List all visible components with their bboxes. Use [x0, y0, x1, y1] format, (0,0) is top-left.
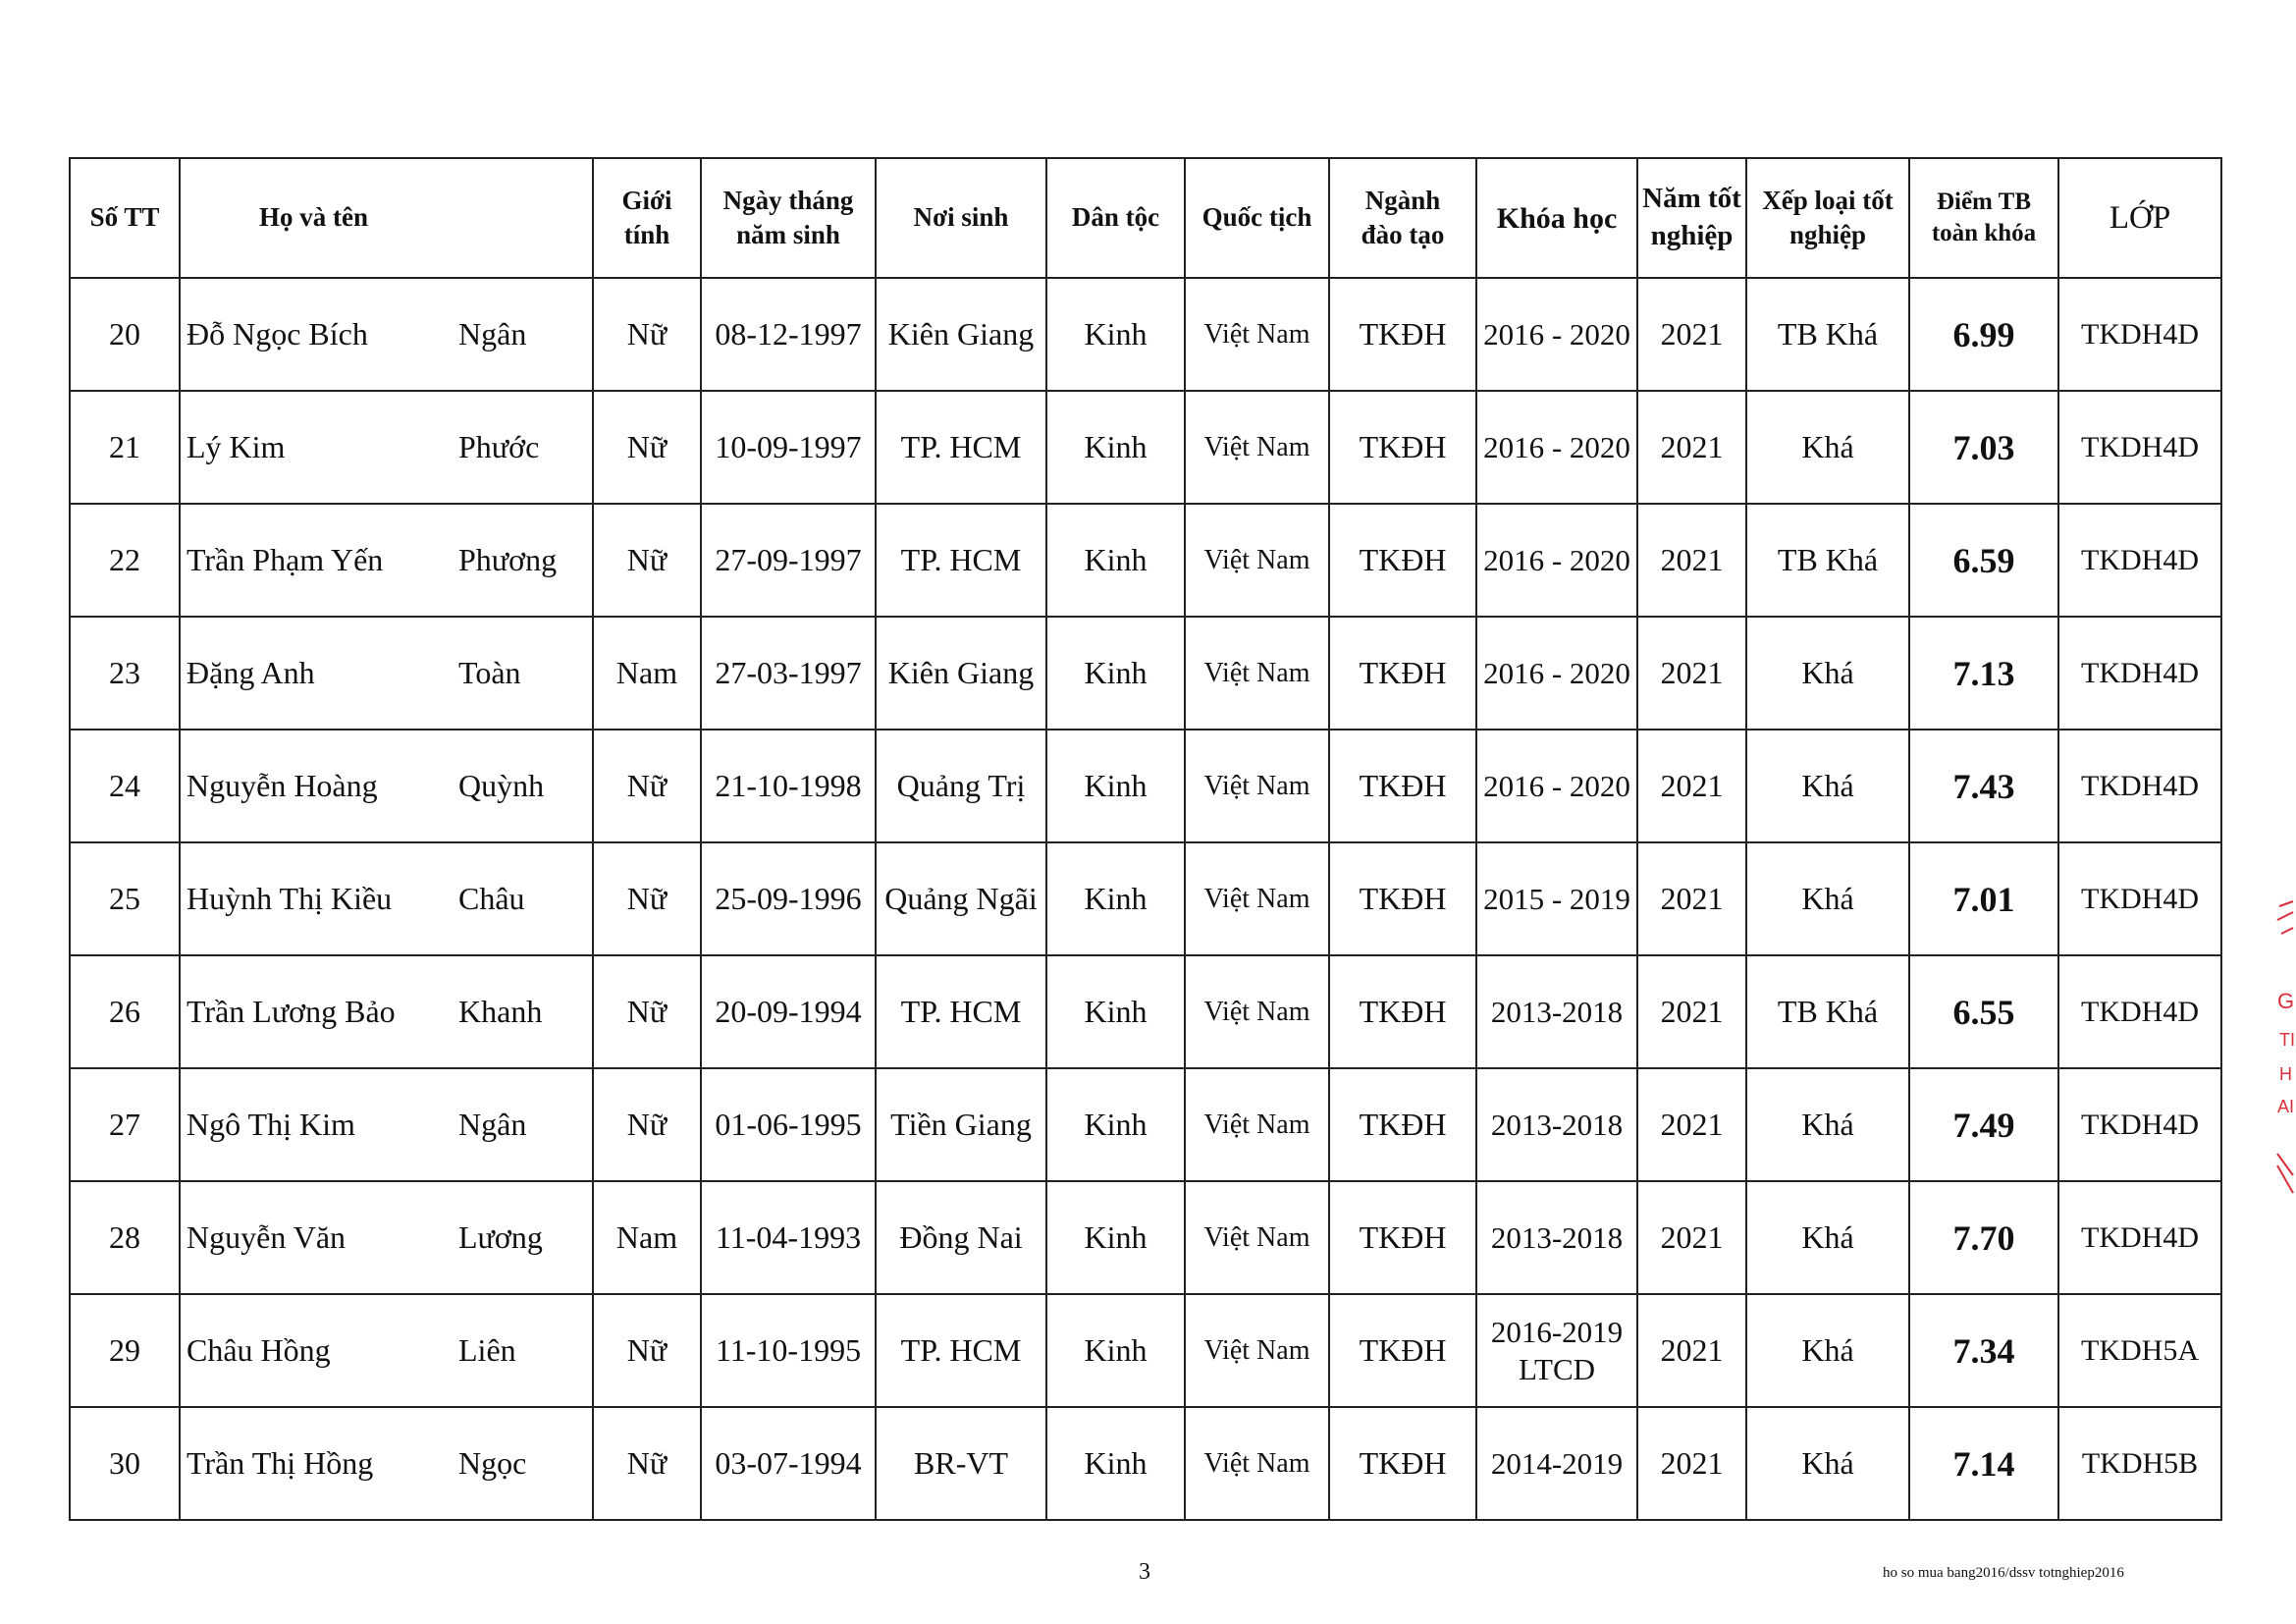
cell-stt: 25: [70, 842, 180, 955]
cell-ho-ten: [180, 730, 593, 842]
cell-nganh: TKĐH: [1329, 1068, 1476, 1181]
header-noi-sinh: Nơi sinh: [876, 158, 1046, 278]
cell-quoc-tich: Việt Nam: [1185, 955, 1329, 1068]
cell-diem-tb: 7.14: [1909, 1407, 2058, 1520]
cell-ten: Lương: [458, 1219, 543, 1255]
cell-ho-dem: Nguyễn Hoàng: [187, 768, 378, 803]
cell-ho-dem: Trần Thị Hồng: [187, 1445, 374, 1481]
cell-noi-sinh: Quảng Ngãi: [876, 842, 1046, 955]
cell-stt: 27: [70, 1068, 180, 1181]
header-row: [70, 158, 2221, 278]
stamp-text-g: G: [2277, 989, 2295, 1013]
cell-noi-sinh: TP. HCM: [876, 1294, 1046, 1407]
cell-lop: TKDH4D: [2058, 730, 2221, 842]
cell-ho-dem: Đặng Anh: [187, 655, 315, 690]
table-row: [70, 1407, 2221, 1520]
cell-khoa-hoc-line1: 2013-2018: [1490, 1219, 1624, 1255]
cell-lop: TKDH4D: [2058, 617, 2221, 730]
cell-ho-ten: [180, 391, 593, 504]
header-gioi-tinh-line2: tính: [623, 220, 670, 249]
cell-lop: TKDH4D: [2058, 1068, 2221, 1181]
cell-khoa-hoc: [1476, 391, 1637, 504]
cell-ho-dem: Trần Lương Bảo: [187, 994, 396, 1029]
cell-noi-sinh: Tiền Giang: [876, 1068, 1046, 1181]
cell-lop: TKDH4D: [2058, 278, 2221, 391]
header-diem-tb-line1: Điểm TB: [1936, 188, 2032, 215]
cell-quoc-tich: Việt Nam: [1185, 617, 1329, 730]
cell-nam-tot-nghiep: 2021: [1637, 617, 1746, 730]
cell-ngay-sinh: 03-07-1994: [701, 1407, 876, 1520]
cell-xep-loai: Khá: [1746, 1068, 1909, 1181]
graduate-list-table: [69, 157, 2222, 1521]
cell-ten: Châu: [458, 881, 525, 916]
cell-nganh: TKĐH: [1329, 955, 1476, 1068]
stamp-stroke-bottom: [2277, 1154, 2293, 1193]
cell-lop: TKDH4D: [2058, 504, 2221, 617]
cell-xep-loai: Khá: [1746, 1407, 1909, 1520]
header-quoc-tich: Quốc tịch: [1185, 158, 1329, 278]
cell-dan-toc: Kinh: [1046, 504, 1185, 617]
cell-nam-tot-nghiep: 2021: [1637, 955, 1746, 1068]
cell-diem-tb: 7.70: [1909, 1181, 2058, 1294]
cell-dan-toc: Kinh: [1046, 955, 1185, 1068]
cell-stt: 22: [70, 504, 180, 617]
cell-ho-ten: [180, 617, 593, 730]
cell-dan-toc: Kinh: [1046, 1068, 1185, 1181]
cell-gioi-tinh: Nữ: [593, 278, 701, 391]
cell-nam-tot-nghiep: 2021: [1637, 1407, 1746, 1520]
cell-khoa-hoc-line1: 2015 - 2019: [1483, 881, 1630, 916]
cell-nam-tot-nghiep: 2021: [1637, 278, 1746, 391]
cell-noi-sinh: BR-VT: [876, 1407, 1046, 1520]
cell-xep-loai: TB Khá: [1746, 955, 1909, 1068]
header-nam-tot-nghiep: [1637, 158, 1746, 278]
table-row: [70, 278, 2221, 391]
header-ho-ten: Họ và tên: [180, 158, 593, 278]
stamp-text-h: H: [2279, 1064, 2292, 1084]
cell-diem-tb: 7.01: [1909, 842, 2058, 955]
stamp-text-ai: AI: [2277, 1097, 2295, 1116]
cell-gioi-tinh: Nam: [593, 1181, 701, 1294]
cell-diem-tb: 7.13: [1909, 617, 2058, 730]
cell-nganh: TKĐH: [1329, 1407, 1476, 1520]
cell-nganh: TKĐH: [1329, 730, 1476, 842]
cell-nganh: TKĐH: [1329, 1294, 1476, 1407]
cell-ngay-sinh: 11-04-1993: [701, 1181, 876, 1294]
cell-gioi-tinh: Nữ: [593, 1068, 701, 1181]
cell-quoc-tich: Việt Nam: [1185, 730, 1329, 842]
cell-gioi-tinh: Nữ: [593, 391, 701, 504]
cell-ten: Ngân: [458, 1107, 527, 1142]
cell-ngay-sinh: 21-10-1998: [701, 730, 876, 842]
cell-ten: Toàn: [458, 655, 521, 690]
table-row: [70, 617, 2221, 730]
cell-khoa-hoc: [1476, 504, 1637, 617]
cell-gioi-tinh: Nữ: [593, 1407, 701, 1520]
cell-diem-tb: 7.03: [1909, 391, 2058, 504]
cell-dan-toc: Kinh: [1046, 1294, 1185, 1407]
cell-noi-sinh: Đồng Nai: [876, 1181, 1046, 1294]
table-row: [70, 1068, 2221, 1181]
cell-quoc-tich: Việt Nam: [1185, 1407, 1329, 1520]
cell-ho-ten: [180, 955, 593, 1068]
cell-ho-ten: [180, 278, 593, 391]
cell-nganh: TKĐH: [1329, 842, 1476, 955]
cell-diem-tb: 6.99: [1909, 278, 2058, 391]
cell-ho-ten: [180, 1407, 593, 1520]
cell-khoa-hoc: [1476, 730, 1637, 842]
cell-khoa-hoc-line1: 2016 - 2020: [1483, 655, 1630, 690]
cell-diem-tb: 6.59: [1909, 504, 2058, 617]
cell-gioi-tinh: Nữ: [593, 1294, 701, 1407]
cell-khoa-hoc: [1476, 842, 1637, 955]
cell-ngay-sinh: 27-03-1997: [701, 617, 876, 730]
cell-noi-sinh: TP. HCM: [876, 504, 1046, 617]
cell-diem-tb: 7.34: [1909, 1294, 2058, 1407]
header-nam-tn-line2: nghiệp: [1650, 220, 1734, 251]
header-ngay-sinh-line2: năm sinh: [736, 220, 840, 249]
cell-khoa-hoc: [1476, 278, 1637, 391]
cell-quoc-tich: Việt Nam: [1185, 1294, 1329, 1407]
cell-dan-toc: Kinh: [1046, 278, 1185, 391]
cell-quoc-tich: Việt Nam: [1185, 1068, 1329, 1181]
cell-quoc-tich: Việt Nam: [1185, 391, 1329, 504]
cell-gioi-tinh: Nữ: [593, 504, 701, 617]
stamp-stroke-top: [2277, 901, 2293, 934]
cell-diem-tb: 6.55: [1909, 955, 2058, 1068]
cell-lop: TKDH4D: [2058, 955, 2221, 1068]
cell-khoa-hoc-line1: 2014-2019: [1490, 1445, 1624, 1481]
header-xep-loai: [1746, 158, 1909, 278]
cell-nganh: TKĐH: [1329, 1181, 1476, 1294]
cell-quoc-tich: Việt Nam: [1185, 842, 1329, 955]
cell-xep-loai: Khá: [1746, 617, 1909, 730]
cell-gioi-tinh: Nữ: [593, 730, 701, 842]
cell-lop: TKDH5A: [2058, 1294, 2221, 1407]
cell-stt: 21: [70, 391, 180, 504]
cell-quoc-tich: Việt Nam: [1185, 278, 1329, 391]
cell-gioi-tinh: Nam: [593, 617, 701, 730]
cell-ten: Quỳnh: [458, 768, 545, 803]
cell-khoa-hoc: [1476, 1181, 1637, 1294]
cell-ten: Ngọc: [458, 1445, 527, 1481]
cell-dan-toc: Kinh: [1046, 391, 1185, 504]
cell-ho-dem: Đỗ Ngọc Bích: [187, 316, 368, 352]
cell-ho-dem: Trần Phạm Yến: [187, 542, 384, 577]
red-stamp-fragment: [2248, 898, 2296, 1222]
cell-khoa-hoc: [1476, 955, 1637, 1068]
cell-ten: Liên: [458, 1332, 516, 1368]
cell-ngay-sinh: 11-10-1995: [701, 1294, 876, 1407]
cell-khoa-hoc-line1: 2013-2018: [1490, 994, 1624, 1029]
table-row: [70, 955, 2221, 1068]
cell-ho-dem: Huỳnh Thị Kiều: [187, 881, 393, 916]
cell-quoc-tich: Việt Nam: [1185, 1181, 1329, 1294]
cell-stt: 23: [70, 617, 180, 730]
cell-ten: Ngân: [458, 316, 527, 352]
cell-khoa-hoc: [1476, 1068, 1637, 1181]
table-row: [70, 391, 2221, 504]
cell-xep-loai: TB Khá: [1746, 278, 1909, 391]
stamp-text-ti: TI: [2279, 1030, 2295, 1050]
cell-ho-ten: [180, 1294, 593, 1407]
cell-stt: 29: [70, 1294, 180, 1407]
cell-lop: TKDH4D: [2058, 391, 2221, 504]
cell-noi-sinh: Kiên Giang: [876, 278, 1046, 391]
header-xep-loai-line2: nghiệp: [1789, 220, 1867, 249]
header-nam-tn-line1: Năm tốt: [1642, 183, 1741, 215]
table-row: [70, 1181, 2221, 1294]
cell-nam-tot-nghiep: 2021: [1637, 730, 1746, 842]
cell-nganh: TKĐH: [1329, 504, 1476, 617]
cell-nam-tot-nghiep: 2021: [1637, 1068, 1746, 1181]
header-stt: Số TT: [70, 158, 180, 278]
page-number: 3: [1139, 1559, 1150, 1585]
cell-ho-dem: Ngô Thị Kim: [187, 1107, 355, 1142]
header-diem-tb: [1909, 158, 2058, 278]
cell-dan-toc: Kinh: [1046, 730, 1185, 842]
cell-lop: TKDH5B: [2058, 1407, 2221, 1520]
cell-ho-dem: Châu Hồng: [187, 1332, 331, 1368]
header-nganh-line1: Ngành: [1364, 185, 1441, 215]
cell-stt: 24: [70, 730, 180, 842]
cell-noi-sinh: Quảng Trị: [876, 730, 1046, 842]
cell-ho-ten: [180, 504, 593, 617]
cell-ten: Khanh: [458, 994, 543, 1029]
table-row: [70, 842, 2221, 955]
cell-xep-loai: Khá: [1746, 842, 1909, 955]
cell-nganh: TKĐH: [1329, 278, 1476, 391]
cell-nam-tot-nghiep: 2021: [1637, 504, 1746, 617]
cell-dan-toc: Kinh: [1046, 617, 1185, 730]
cell-khoa-hoc: [1476, 1407, 1637, 1520]
cell-dan-toc: Kinh: [1046, 1181, 1185, 1294]
file-path-note: ho so mua bang2016/dssv totnghiep2016: [1883, 1565, 2124, 1581]
cell-dan-toc: Kinh: [1046, 842, 1185, 955]
cell-ngay-sinh: 25-09-1996: [701, 842, 876, 955]
cell-xep-loai: Khá: [1746, 730, 1909, 842]
cell-noi-sinh: Kiên Giang: [876, 617, 1046, 730]
cell-khoa-hoc-line1: 2016 - 2020: [1483, 768, 1630, 803]
cell-nganh: TKĐH: [1329, 617, 1476, 730]
cell-xep-loai: Khá: [1746, 1181, 1909, 1294]
cell-ho-dem: Nguyễn Văn: [187, 1219, 347, 1255]
cell-khoa-hoc: [1476, 1294, 1637, 1407]
header-lop: LỚP: [2058, 158, 2221, 278]
cell-gioi-tinh: Nữ: [593, 842, 701, 955]
cell-diem-tb: 7.49: [1909, 1068, 2058, 1181]
header-khoa-hoc: Khóa học: [1476, 158, 1637, 278]
cell-stt: 26: [70, 955, 180, 1068]
cell-ngay-sinh: 10-09-1997: [701, 391, 876, 504]
cell-khoa-hoc-line1: 2016 - 2020: [1483, 316, 1630, 352]
cell-stt: 30: [70, 1407, 180, 1520]
header-dan-toc: Dân tộc: [1046, 158, 1185, 278]
cell-nganh: TKĐH: [1329, 391, 1476, 504]
cell-diem-tb: 7.43: [1909, 730, 2058, 842]
cell-khoa-hoc-line2: LTCD: [1518, 1351, 1596, 1386]
cell-stt: 20: [70, 278, 180, 391]
header-gioi-tinh-line1: Giới: [621, 185, 672, 215]
cell-xep-loai: Khá: [1746, 1294, 1909, 1407]
cell-ho-ten: [180, 842, 593, 955]
cell-ngay-sinh: 20-09-1994: [701, 955, 876, 1068]
cell-lop: TKDH4D: [2058, 842, 2221, 955]
cell-nam-tot-nghiep: 2021: [1637, 1181, 1746, 1294]
cell-dan-toc: Kinh: [1046, 1407, 1185, 1520]
header-nganh-line2: đào tạo: [1361, 220, 1445, 249]
cell-ten: Phương: [458, 542, 558, 577]
table-row: [70, 1294, 2221, 1407]
cell-ngay-sinh: 27-09-1997: [701, 504, 876, 617]
cell-stt: 28: [70, 1181, 180, 1294]
cell-gioi-tinh: Nữ: [593, 955, 701, 1068]
cell-nam-tot-nghiep: 2021: [1637, 391, 1746, 504]
cell-quoc-tich: Việt Nam: [1185, 504, 1329, 617]
cell-ho-dem: Lý Kim: [187, 429, 286, 464]
table-row: [70, 730, 2221, 842]
cell-khoa-hoc-line1: 2016 - 2020: [1483, 429, 1630, 464]
cell-nam-tot-nghiep: 2021: [1637, 1294, 1746, 1407]
header-ngay-sinh-line1: Ngày tháng: [722, 185, 854, 215]
cell-ten: Phước: [458, 429, 540, 464]
cell-ngay-sinh: 08-12-1997: [701, 278, 876, 391]
cell-xep-loai: Khá: [1746, 391, 1909, 504]
header-ngay-sinh: [701, 158, 876, 278]
cell-ho-ten: [180, 1068, 593, 1181]
header-nganh: [1329, 158, 1476, 278]
cell-khoa-hoc: [1476, 617, 1637, 730]
header-diem-tb-line2: toàn khóa: [1931, 220, 2037, 246]
cell-khoa-hoc-line1: 2013-2018: [1490, 1107, 1624, 1142]
cell-khoa-hoc-line1: 2016 - 2020: [1483, 542, 1630, 577]
cell-ngay-sinh: 01-06-1995: [701, 1068, 876, 1181]
cell-lop: TKDH4D: [2058, 1181, 2221, 1294]
table-body: [70, 278, 2221, 1520]
cell-nam-tot-nghiep: 2021: [1637, 842, 1746, 955]
cell-noi-sinh: TP. HCM: [876, 391, 1046, 504]
header-xep-loai-line1: Xếp loại tốt: [1762, 185, 1894, 215]
table-row: [70, 504, 2221, 617]
cell-xep-loai: TB Khá: [1746, 504, 1909, 617]
cell-ho-ten: [180, 1181, 593, 1294]
cell-noi-sinh: TP. HCM: [876, 955, 1046, 1068]
cell-khoa-hoc-line1: 2016-2019: [1490, 1315, 1624, 1350]
header-gioi-tinh: [593, 158, 701, 278]
